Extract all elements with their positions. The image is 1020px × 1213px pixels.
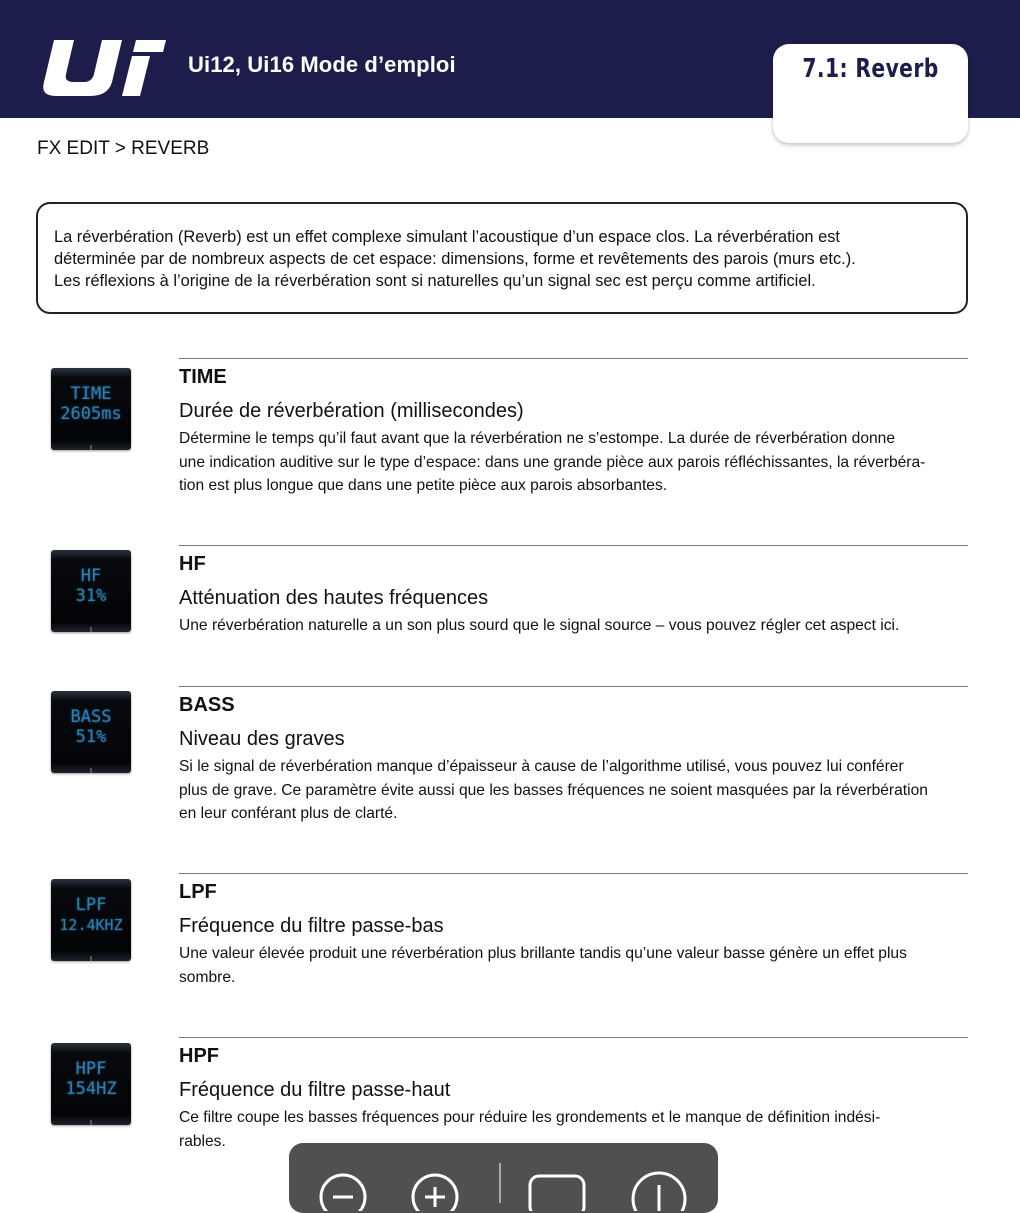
lcd-value: 2605ms xyxy=(60,405,122,424)
section-tab xyxy=(773,44,968,143)
param-name: LPF xyxy=(179,881,217,903)
section-divider xyxy=(179,1037,968,1038)
ui-logo xyxy=(40,38,168,98)
lcd-tick xyxy=(90,768,92,773)
lcd-display xyxy=(51,550,131,632)
lcd-label: TIME xyxy=(70,385,112,404)
description-line: en leur conférant plus de clarté. xyxy=(179,805,398,822)
toolbar-divider xyxy=(499,1163,501,1203)
description-line: tion est plus longue que dans une petite pièce aux parois absorbantes. xyxy=(179,477,668,494)
intro-line: La réverbération (Reverb) est un effet complexe simulant l’acoustique d’un espace clos. La réverbération est xyxy=(54,228,840,246)
download-icon[interactable] xyxy=(629,1171,689,1211)
lcd-display xyxy=(51,1043,131,1125)
param-subtitle: Durée de réverbération (millisecondes) xyxy=(179,400,524,422)
lcd-value: 31% xyxy=(75,587,107,606)
param-description xyxy=(179,755,971,826)
description-line: sombre. xyxy=(179,968,236,986)
lcd-label: LPF xyxy=(75,896,107,915)
document-title: Ui12, Ui16 Mode d’emploi xyxy=(188,52,456,77)
viewer-toolbar xyxy=(289,1143,718,1213)
description-line: Une réverbération naturelle a un son plus sourd que le signal source – vous pouvez régler cet aspect ici. xyxy=(179,617,900,634)
lcd-tick xyxy=(90,1120,92,1125)
lcd-label: HF xyxy=(80,567,102,586)
lcd-tick xyxy=(90,445,92,450)
fit-page-icon[interactable] xyxy=(527,1171,587,1211)
description-line: Si le signal de réverbération manque d’épaisseur à cause de l’algorithme utilisé, vous pouvez lui conférer xyxy=(179,758,904,775)
intro-line: déterminée par de nombreux aspects de cet espace: dimensions, forme et revêtements des parois (murs etc.). xyxy=(54,250,856,268)
lcd-value: 154HZ xyxy=(65,1080,117,1099)
section-divider xyxy=(179,545,968,546)
lcd-tick xyxy=(90,627,92,632)
param-name: HF xyxy=(179,553,206,575)
param-name: HPF xyxy=(179,1045,219,1067)
param-subtitle: Niveau des graves xyxy=(179,728,345,750)
lcd-display xyxy=(51,368,131,450)
lcd-value: 12.4KHZ xyxy=(59,916,123,934)
param-description xyxy=(179,942,971,989)
description-line: Ce filtre coupe les basses fréquences pour réduire les grondements et le manque de définition indési- xyxy=(179,1109,881,1126)
section-divider xyxy=(179,686,968,687)
description-line: une indication auditive sur le type d’espace: dans une grande pièce aux parois réfléchissantes, la réverbéra- xyxy=(179,453,926,471)
param-subtitle: Fréquence du filtre passe-haut xyxy=(179,1079,451,1101)
breadcrumb: FX EDIT > REVERB xyxy=(37,138,210,159)
description-line: plus de grave. Ce paramètre évite aussi que les basses fréquences ne soient masquées par la réverbération xyxy=(179,781,928,799)
lcd-label: BASS xyxy=(70,708,112,727)
description-line: Une valeur élevée produit une réverbération plus brillante tandis qu’une valeur basse génère un effet plus xyxy=(179,945,907,962)
section-divider xyxy=(179,873,968,874)
zoom-out-icon[interactable] xyxy=(315,1171,371,1211)
zoom-in-icon[interactable] xyxy=(407,1171,463,1211)
intro-line: Les réflexions à l’origine de la réverbération sont si naturelles qu’un signal sec est perçu comme artificiel. xyxy=(54,272,816,290)
page-header xyxy=(0,0,1020,118)
description-line: rables. xyxy=(179,1132,226,1150)
param-name: TIME xyxy=(179,366,227,388)
section-title: 7.1: Reverb xyxy=(802,54,939,84)
param-subtitle: Atténuation des hautes fréquences xyxy=(179,587,489,609)
lcd-tick xyxy=(90,956,92,961)
lcd-value: 51% xyxy=(75,728,107,747)
lcd-display xyxy=(51,691,131,773)
section-divider xyxy=(179,358,968,359)
lcd-label: HPF xyxy=(75,1060,107,1079)
param-description xyxy=(179,427,971,498)
param-name: BASS xyxy=(179,694,235,716)
param-subtitle: Fréquence du filtre passe-bas xyxy=(179,915,444,937)
lcd-display xyxy=(51,879,131,961)
param-description xyxy=(179,614,971,638)
description-line: Détermine le temps qu’il faut avant que la réverbération ne s’estompe. La durée de réverbération donne xyxy=(179,430,896,447)
intro-box xyxy=(36,202,968,314)
